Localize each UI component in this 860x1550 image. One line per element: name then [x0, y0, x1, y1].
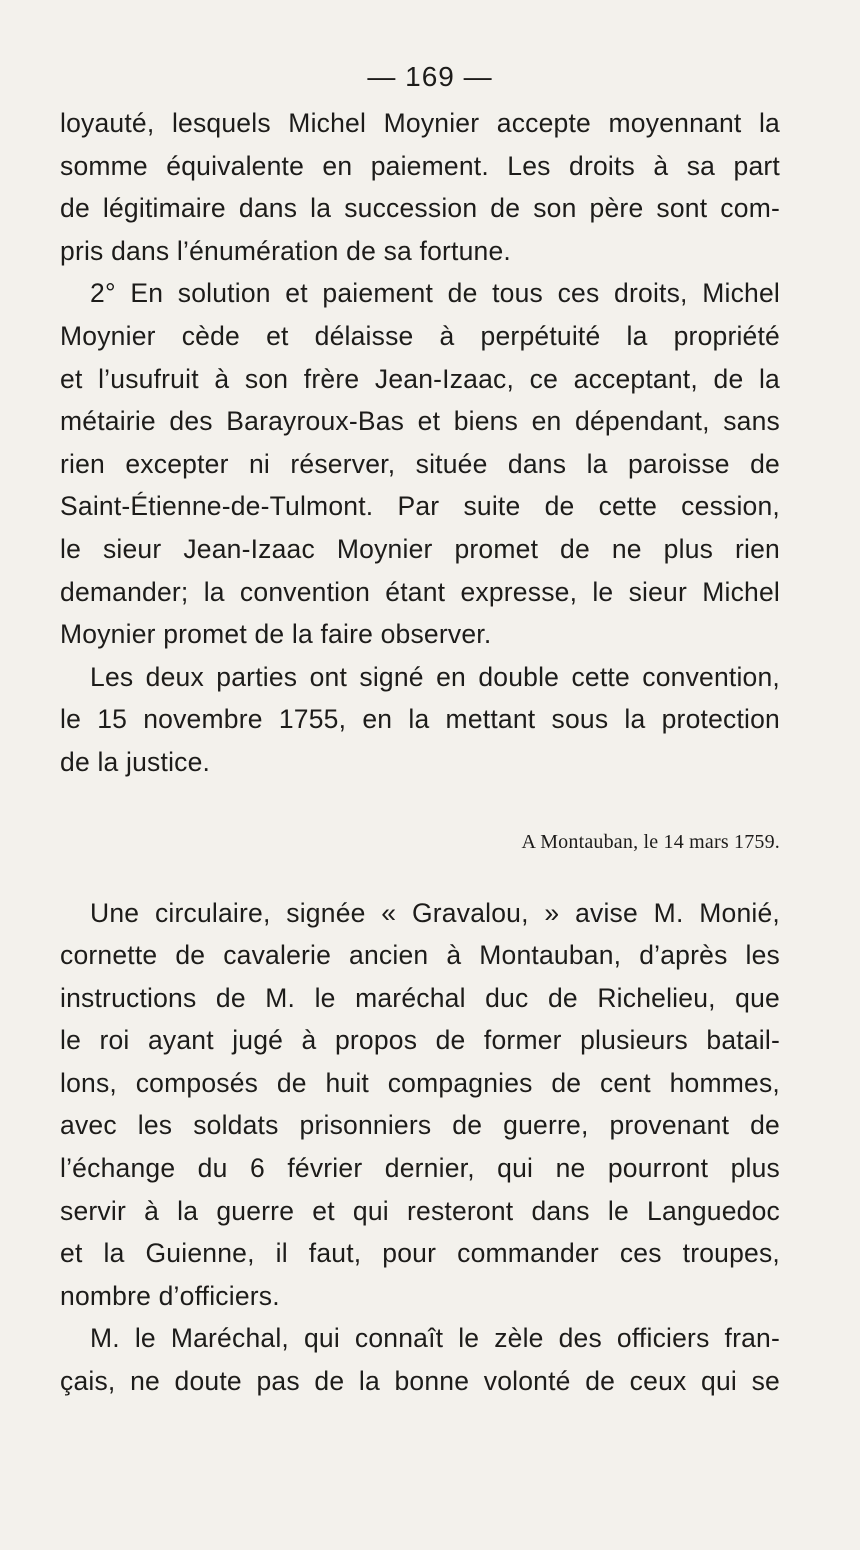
text-line: de légitimaire dans la succession de son père sont com- — [60, 193, 780, 224]
text-line: lons, composés de huit compagnies de cent hommes, — [60, 1067, 780, 1098]
text-line: le 15 novembre 1755, en la mettant sous la protection — [60, 704, 780, 735]
text-line: de la justice. — [60, 746, 211, 777]
dateline: A Montauban, le 14 mars 1759. — [521, 830, 780, 853]
paragraph — [60, 272, 780, 655]
text-line: Une circulaire, signée « Gravalou, » avise M. Monié, — [90, 897, 780, 928]
text-line: Les deux parties ont signé en double cette convention, — [90, 661, 780, 692]
text-line: demander; la convention étant expresse, le sieur Michel — [60, 576, 780, 607]
text-line: le roi ayant jugé à propos de former plusieurs batail- — [60, 1025, 780, 1056]
text-line: rien excepter ni réserver, située dans la paroisse de — [60, 448, 780, 479]
text-line: cornette de cavalerie ancien à Montauban, d’après les — [60, 940, 780, 971]
text-line: instructions de M. le maréchal duc de Richelieu, que — [60, 982, 780, 1013]
text-line: 2° En solution et paiement de tous ces droits, Michel — [90, 278, 780, 309]
paragraph — [60, 892, 780, 1318]
text-line: somme équivalente en paiement. Les droits à sa part — [60, 150, 780, 181]
text-line: Moynier cède et délaisse à perpétuité la propriété — [60, 320, 780, 351]
text-line: Moynier promet de la faire observer. — [60, 619, 492, 650]
text-body — [60, 102, 780, 1403]
text-line: métairie des Barayroux-Bas et biens en dépendant, sans — [60, 406, 780, 437]
paragraph — [60, 1317, 780, 1402]
text-line: et l’usufruit à son frère Jean-Izaac, ce acceptant, de la — [60, 363, 780, 394]
paragraph — [60, 656, 780, 784]
text-line: M. le Maréchal, qui connaît le zèle des officiers fran- — [90, 1323, 780, 1354]
text-line: et la Guienne, il faut, pour commander ces troupes, — [60, 1238, 780, 1269]
text-line: servir à la guerre et qui resteront dans le Languedoc — [60, 1195, 780, 1226]
text-line: loyauté, lesquels Michel Moynier accepte moyennant la — [60, 108, 780, 138]
paragraph — [60, 102, 780, 272]
text-line: çais, ne doute pas de la bonne volonté de ceux qui se — [60, 1366, 780, 1397]
text-line: avec les soldats prisonniers de guerre, provenant de — [60, 1110, 780, 1141]
page-number: — 169 — — [367, 61, 493, 92]
text-line: le sieur Jean-Izaac Moynier promet de ne plus rien — [60, 533, 780, 564]
text-line: l’échange du 6 février dernier, qui ne pourront plus — [60, 1153, 780, 1184]
text-line: Saint-Étienne-de-Tulmont. Par suite de cette cession, — [60, 491, 780, 522]
text-line: pris dans l’énumération de sa fortune. — [60, 235, 511, 266]
text-line: nombre d’officiers. — [60, 1280, 280, 1311]
